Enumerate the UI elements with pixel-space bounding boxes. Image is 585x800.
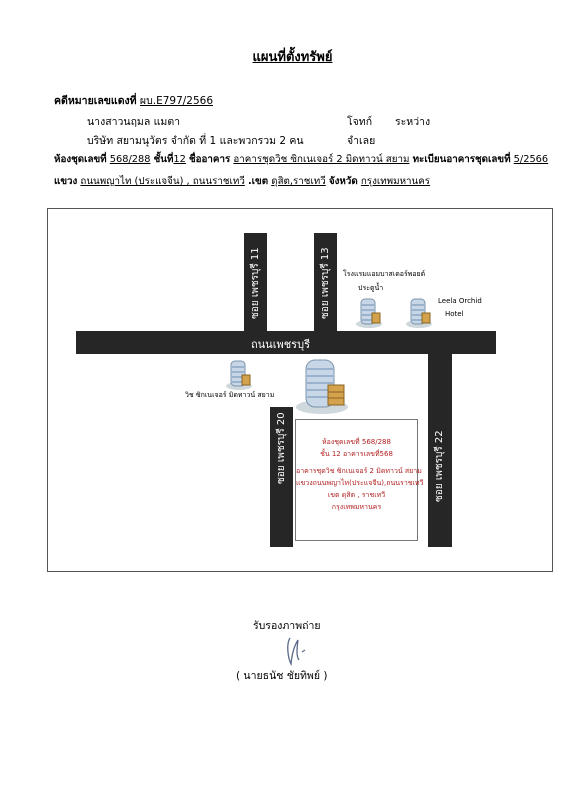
floor-number: 12 xyxy=(173,154,186,165)
certify-text: รับรองภาพถ่าย xyxy=(253,620,321,632)
plaintiff-name: นางสาวนฤมล แมตา xyxy=(87,116,181,128)
note-line-5: เขต ดุสิต , ราชเทวี xyxy=(327,491,386,499)
note-line-4: แขวงถนนพญาไท(ประแจจีน),ถนนราชเทวี xyxy=(296,479,424,487)
road-soi-11 xyxy=(244,233,267,333)
room-label: ห้องชุดเลขที่ xyxy=(54,154,107,165)
building-label: ชื่ออาคาร xyxy=(189,154,231,165)
case-label: คดีหมายเลขแดงที่ xyxy=(54,95,137,107)
between-text: ระหว่าง xyxy=(395,116,431,128)
province-label: จังหวัด xyxy=(328,176,358,187)
road-phetchaburi xyxy=(76,331,496,354)
landmark-hotel1-sub: ประตูน้ำ xyxy=(358,284,384,292)
case-line xyxy=(54,92,213,109)
location-line xyxy=(54,174,430,189)
page-title: แผนที่ตั้งทรัพย์ xyxy=(252,50,333,65)
road-label-soi-13: ซอย เพชรบุรี 13 xyxy=(320,247,331,319)
building-icon xyxy=(404,295,434,329)
building-icon xyxy=(294,357,350,415)
note-line-2: ชั้น 12 อาคารเลขที่568 xyxy=(320,450,393,458)
district-value: ดุสิต,ราชเทวี xyxy=(271,176,326,187)
note-line-3: อาคารชุดวิช ซิกเนเจอร์ 2 มิดทาวน์ สยาม xyxy=(296,467,422,475)
building-icon xyxy=(224,357,254,391)
landmark-hotel2-name: Leela Orchid xyxy=(438,297,482,305)
road-soi-13 xyxy=(314,233,337,333)
subdistrict-label: แขวง xyxy=(54,176,78,187)
road-soi-20 xyxy=(270,407,293,547)
road-label-soi-22: ซอย เพชรบุรี 22 xyxy=(434,430,445,503)
room-number: 568/288 xyxy=(109,154,151,165)
road-label-soi-11: ซอย เพชรบุรี 11 xyxy=(250,247,261,319)
reg-number: 5/2566 xyxy=(513,154,549,165)
road-soi-22 xyxy=(428,354,452,547)
case-number: ผบ.E797/2566 xyxy=(139,95,214,107)
floor-label: ชั้นที่ xyxy=(153,154,174,165)
property-note-box xyxy=(295,419,424,541)
road-label-soi-20: ซอย เพชรบุรี 20 xyxy=(276,412,287,485)
subdistrict-value: ถนนพญาไท (ประแจจีน) , ถนนราชเทวี xyxy=(80,176,245,187)
reg-label: ทะเบียนอาคารชุดเลขที่ xyxy=(412,154,511,165)
landmark-hotel2-sub: Hotel xyxy=(445,310,464,318)
building-name: อาคารชุดวิช ซิกเนเจอร์ 2 มิดทาวน์ สยาม xyxy=(233,154,410,165)
building-icon xyxy=(354,295,384,329)
road-label-phetchaburi: ถนนเพชรบุรี xyxy=(251,338,310,351)
signer-name: ( นายธนัช ชัยทิพย์ ) xyxy=(236,670,328,682)
note-line-1: ห้องชุดเลขที่ 568/288 xyxy=(322,438,391,446)
unit-line xyxy=(54,152,548,167)
defendant-name: บริษัท สยามนุวัตร จำกัด ที่ 1 และพวกรวม 2 คน xyxy=(87,135,304,147)
note-line-6: กรุงเทพมหานคร xyxy=(331,503,382,511)
landmark-hotel1-name: โรงแรมแอมบาสเดอร์พอยต์ xyxy=(343,270,426,278)
defendant-role: จำเลย xyxy=(347,135,376,147)
signature-mark xyxy=(280,634,310,668)
location-map xyxy=(47,208,553,572)
plaintiff-role: โจทก์ xyxy=(347,116,373,128)
landmark-property: วิช ซิกเนเจอร์ มิดทาวน์ สยาม xyxy=(185,391,275,399)
province-value: กรุงเทพมหานคร xyxy=(360,176,431,187)
district-label: .เขต xyxy=(247,176,269,187)
